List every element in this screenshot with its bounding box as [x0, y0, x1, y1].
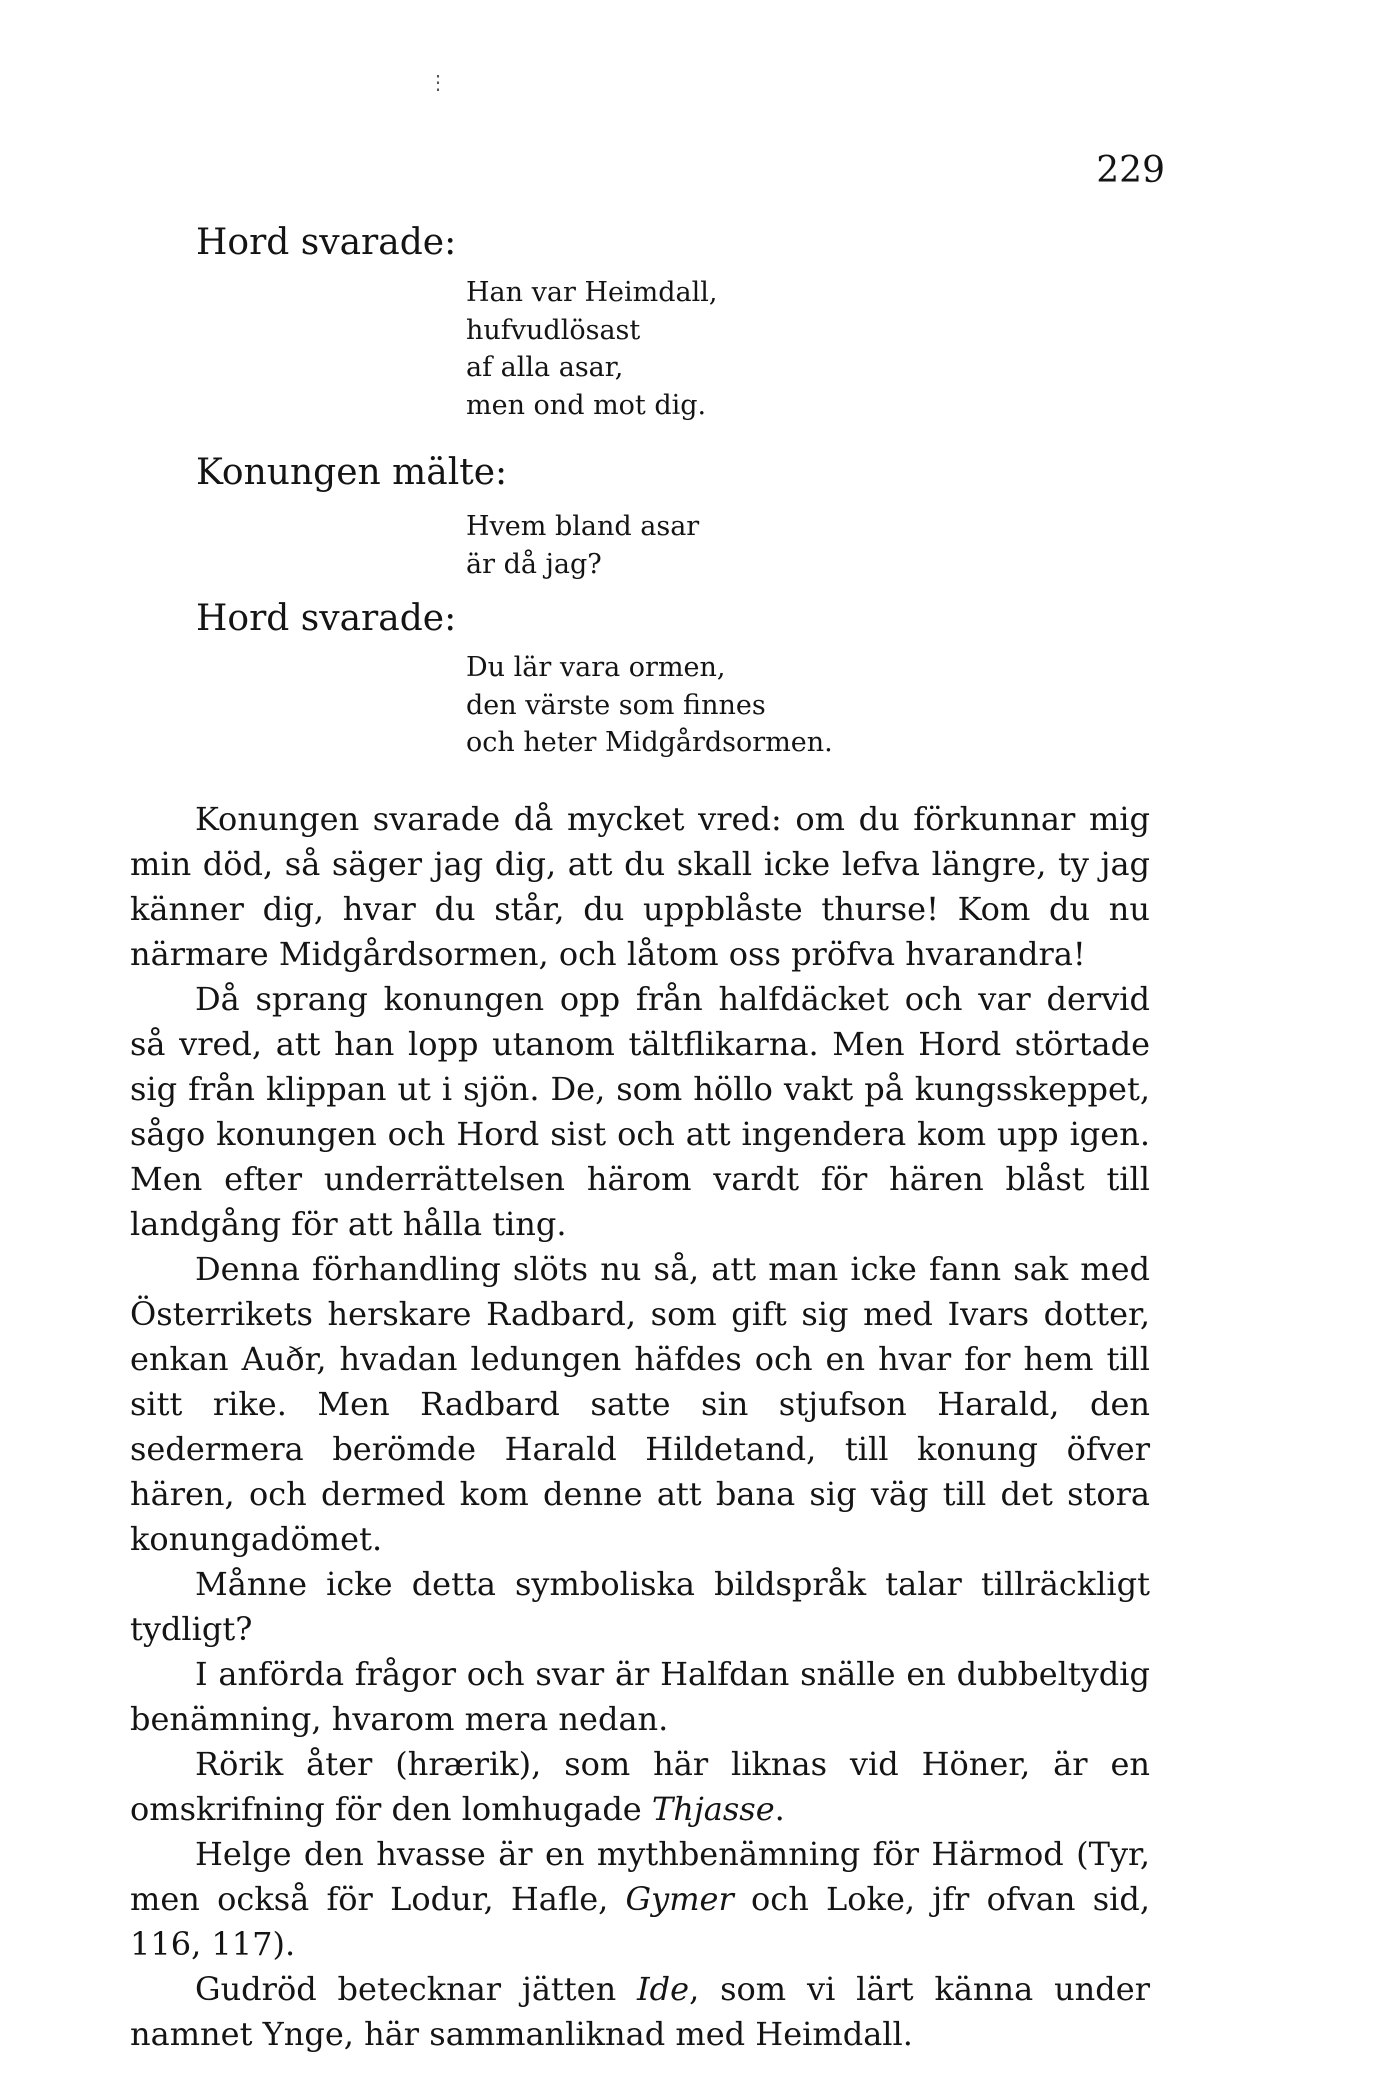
- text-run: Gudröd betecknar jätten: [195, 1970, 638, 2008]
- speck-mark: ⋮: [428, 70, 448, 94]
- verse-line: men ond mot dig.: [466, 389, 707, 421]
- speaker-hord-2: Hord svarade:: [196, 598, 457, 639]
- text-run: Helge den hvasse är en mythbenämning för Härmod (Tyr, men också för Lodur, Hafle,: [130, 1835, 1150, 1918]
- speaker-hord-1: Hord svarade:: [196, 222, 457, 263]
- paragraph: Då sprang konungen opp från halfdäcket och var dervid så vred, att han lopp utanom tältflikarna. Men Hord störtade sig från klippan ut i sjön. De, som höllo vakt på kungsskeppet, sågo konungen och Hord sist och att ingendera kom upp igen. Men efter underrättelsen härom vardt för hären blåst till landgång för att hålla ting.: [130, 980, 1150, 1243]
- text-run: , som vi lärt känna under namnet Ynge, här sammanliknad med Heimdall.: [130, 1970, 1151, 2053]
- text-run: och Loke, jfr ofvan sid, 116, 117).: [130, 1880, 1150, 1963]
- paragraph-helge: [130, 1832, 1150, 1967]
- verse-line: den värste som finnes: [466, 689, 766, 721]
- speaker-konungen: Konungen mälte:: [196, 452, 508, 493]
- verse-line: Han var Heimdall,: [466, 277, 718, 308]
- prose-body: [130, 797, 1150, 2057]
- verse-stanza-1: [466, 274, 717, 424]
- paragraph: I anförda frågor och svar är Halfdan snälle en dubbeltydig benämning, hvarom mera nedan.: [130, 1655, 1150, 1738]
- verse-line: Du lär vara ormen,: [466, 652, 726, 683]
- verse-line: af alla asar,: [466, 352, 624, 383]
- italic-name: Ide: [637, 1970, 690, 2008]
- paragraph: Månne icke detta symboliska bildspråk talar tillräckligt tydligt?: [130, 1565, 1150, 1648]
- paragraph-gudrod: [130, 1967, 1150, 2057]
- italic-name: Thjasse: [651, 1790, 775, 1828]
- page-number: 229: [1096, 150, 1165, 191]
- italic-name: Gymer: [625, 1880, 734, 1918]
- verse-line: Hvem bland asar: [466, 511, 700, 542]
- verse-line: och heter Midgårdsormen.: [466, 727, 833, 758]
- paragraph: Denna förhandling slöts nu så, att man icke fann sak med Österrikets herskare Radbard, som gift sig med Ivars dotter, enkan Auðr, hvadan ledungen häfdes och en hvar for hem till sitt rike. Men Radbard satte sin stjufson Harald, den sedermera berömde Harald Hildetand, till konung öfver hären, och dermed kom denne att bana sig väg till det stora konungadömet.: [130, 1250, 1150, 1558]
- verse-stanza-3: [466, 649, 833, 762]
- verse-stanza-2: [466, 508, 699, 583]
- paragraph: Konungen svarade då mycket vred: om du förkunnar mig min död, så säger jag dig, att du skall icke lefva längre, ty jag känner dig, hvar du står, du uppblåste thurse! Kom du nu närmare Midgårdsormen, och låtom oss pröfva hvarandra!: [130, 800, 1150, 973]
- verse-line: hufvudlösast: [466, 314, 641, 346]
- text-run: Rörik åter (hrærik), som här liknas vid Höner, är en omskrifning för den lomhugade: [130, 1745, 1150, 1828]
- paragraph-rorik: [130, 1742, 1150, 1832]
- text-run: .: [774, 1790, 785, 1828]
- verse-line: är då jag?: [466, 548, 602, 580]
